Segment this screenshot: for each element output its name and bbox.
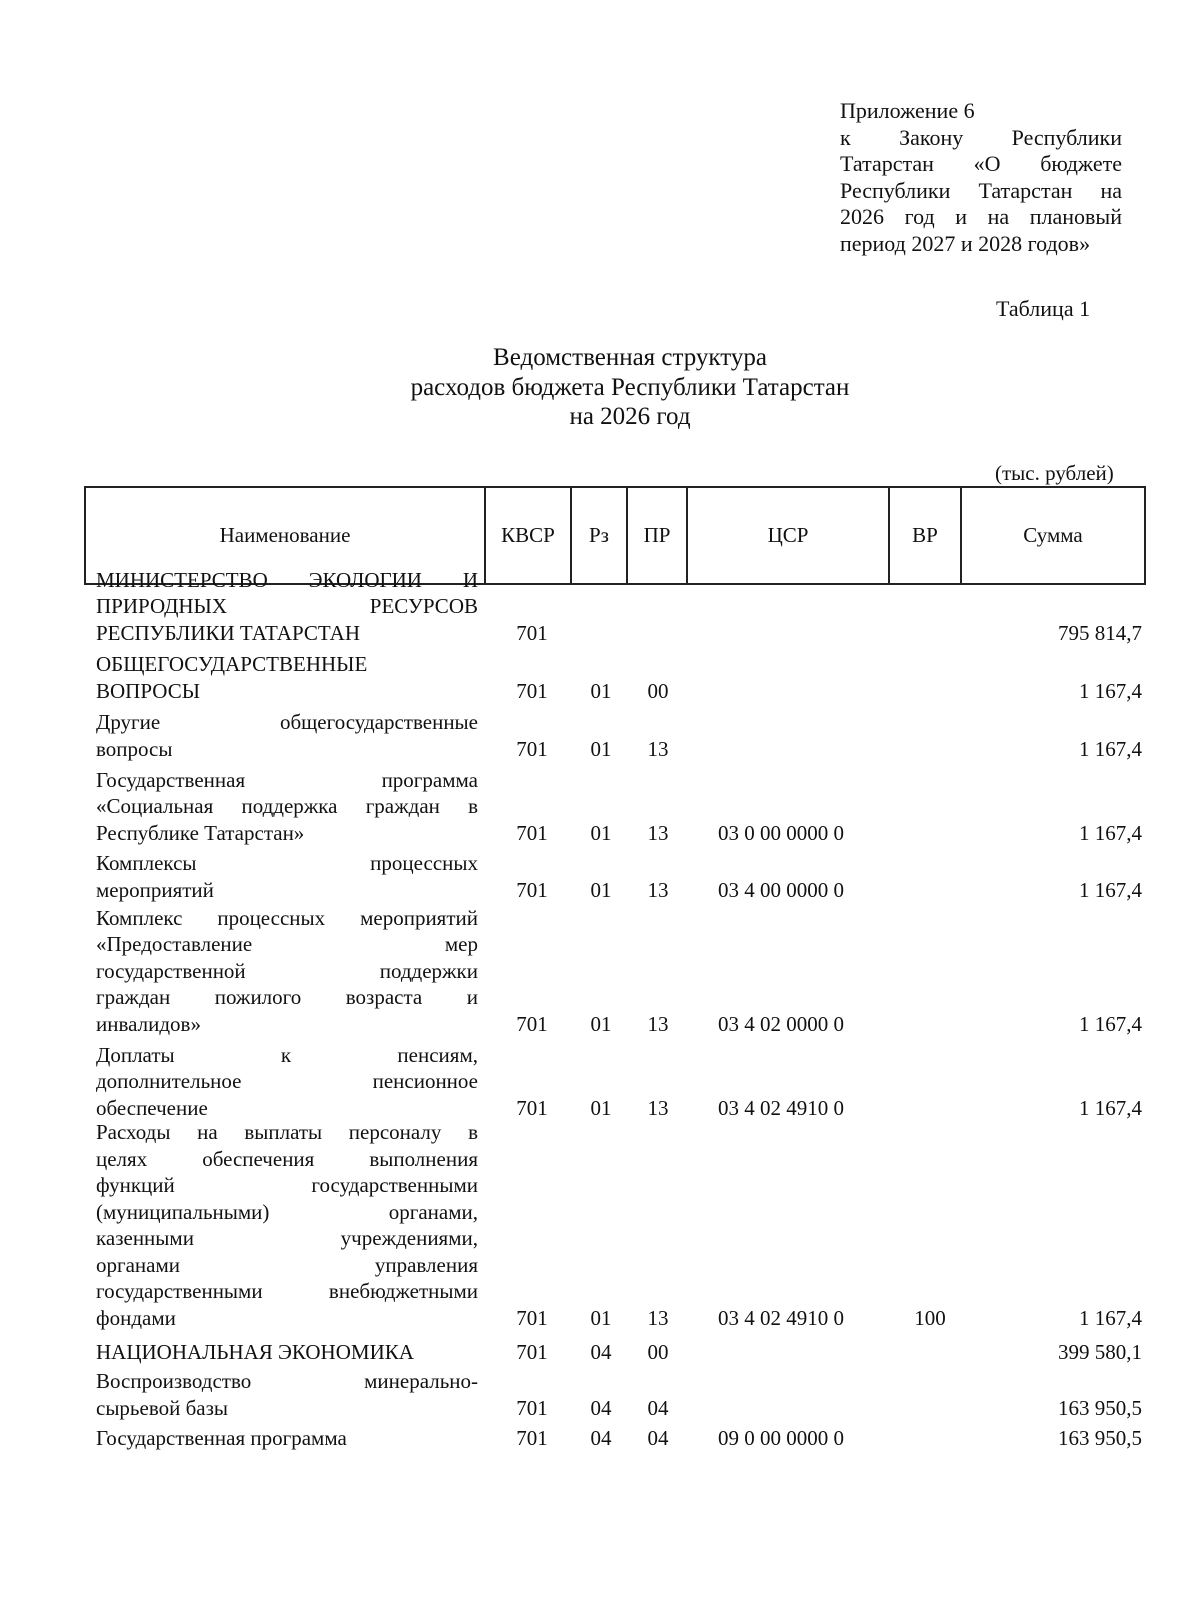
row-csr: 03 4 02 0000 0 — [718, 1011, 844, 1036]
row-name-line: функций государственными — [96, 1173, 478, 1197]
row-name — [96, 709, 478, 762]
table-row — [0, 567, 1200, 646]
row-rz: 04 — [590, 1339, 612, 1364]
row-name — [96, 1368, 478, 1421]
row-name — [96, 1119, 478, 1331]
row-pr: 04 — [647, 1395, 669, 1420]
row-name-line: «Предоставление мер — [96, 932, 478, 956]
row-pr: 04 — [647, 1425, 669, 1450]
column-header-pr: ПР — [627, 487, 687, 584]
row-kvsr: 701 — [516, 1425, 548, 1450]
row-kvsr: 701 — [516, 678, 548, 703]
column-header-name: Наименование — [85, 487, 485, 584]
row-sum: 1 167,4 — [1079, 877, 1142, 902]
row-name-line: дополнительное пенсионное — [96, 1069, 478, 1093]
row-csr: 09 0 00 0000 0 — [718, 1425, 844, 1450]
table-row — [0, 851, 1200, 903]
row-name-line: МИНИСТЕРСТВО ЭКОЛОГИИ И — [96, 567, 478, 592]
row-kvsr: 701 — [516, 1011, 548, 1036]
row-name — [96, 905, 478, 1038]
appendix-line: Республики Татарстан на — [840, 177, 1122, 203]
row-name-line: фондами — [96, 1305, 176, 1330]
table-row — [0, 1042, 1200, 1121]
row-pr: 13 — [647, 736, 669, 761]
title-line: на 2026 год — [569, 403, 691, 430]
row-name-line: Государственная программа — [96, 1425, 347, 1450]
row-sum: 1 167,4 — [1079, 1305, 1142, 1330]
row-name-line: государственными внебюджетными — [96, 1279, 478, 1303]
table-row — [0, 1338, 1200, 1365]
row-name-line: Комплексы процессных — [96, 851, 478, 875]
row-name-line: Государственная программа — [96, 767, 478, 792]
row-name-line: казенными учреждениями, — [96, 1226, 478, 1250]
row-pr: 13 — [647, 1011, 669, 1036]
appendix-line: период 2027 и 2028 годов» — [840, 230, 1091, 256]
column-header-vr: ВР — [889, 487, 961, 584]
row-rz: 01 — [590, 1011, 612, 1036]
row-name — [96, 651, 478, 704]
row-rz: 04 — [590, 1425, 612, 1450]
appendix-line: 2026 год и на плановый — [840, 204, 1122, 229]
row-name-line: органами управления — [96, 1252, 478, 1277]
row-name — [96, 567, 478, 647]
row-name-line: вопросы — [96, 736, 173, 761]
column-header-kvsr: КВСР — [485, 487, 571, 584]
row-csr: 03 4 02 4910 0 — [718, 1305, 844, 1330]
row-kvsr: 701 — [516, 1395, 548, 1420]
column-header-rz: Рз — [571, 487, 627, 584]
row-name-line: Доплаты к пенсиям, — [96, 1042, 478, 1067]
row-name-line: обеспечение — [96, 1095, 208, 1120]
row-pr: 13 — [647, 1305, 669, 1330]
row-kvsr: 701 — [516, 1305, 548, 1330]
row-sum: 1 167,4 — [1079, 1011, 1142, 1036]
row-name — [96, 1425, 478, 1452]
appendix-line: Приложение 6 — [840, 98, 975, 123]
row-rz: 04 — [590, 1395, 612, 1420]
table-row — [0, 767, 1200, 846]
row-sum: 163 950,5 — [1058, 1395, 1142, 1420]
row-name-line: Республике Татарстан» — [96, 820, 305, 845]
table-row — [0, 905, 1200, 1037]
row-kvsr: 701 — [516, 1339, 548, 1364]
row-name-line: ПРИРОДНЫХ РЕСУРСОВ — [96, 594, 478, 618]
row-sum: 795 814,7 — [1058, 620, 1142, 645]
row-pr: 13 — [647, 820, 669, 845]
row-kvsr: 701 — [516, 1095, 548, 1120]
row-rz: 01 — [590, 678, 612, 703]
table-row — [0, 1369, 1200, 1421]
row-name-line: ОБЩЕГОСУДАРСТВЕННЫЕ — [96, 652, 368, 676]
row-name — [96, 1042, 478, 1122]
row-rz: 01 — [590, 877, 612, 902]
row-name-line: НАЦИОНАЛЬНАЯ ЭКОНОМИКА — [96, 1339, 414, 1364]
row-csr: 03 4 00 0000 0 — [718, 877, 844, 902]
row-rz: 01 — [590, 1305, 612, 1330]
title-line: расходов бюджета Республики Татарстан — [410, 373, 850, 401]
row-sum: 1 167,4 — [1079, 820, 1142, 845]
row-name-line: мероприятий — [96, 877, 214, 902]
row-sum: 1 167,4 — [1079, 678, 1142, 703]
row-name-line: Воспроизводство минерально- — [96, 1369, 478, 1393]
row-sum: 163 950,5 — [1058, 1425, 1142, 1450]
column-header-sum: Сумма — [961, 487, 1145, 584]
table-row — [0, 1120, 1200, 1331]
row-pr: 00 — [647, 678, 669, 703]
row-name-line: Другие общегосударственные — [96, 710, 478, 734]
row-name-line: «Социальная поддержка граждан в — [96, 794, 478, 818]
row-vr: 100 — [914, 1305, 946, 1330]
row-name — [96, 1339, 478, 1366]
row-name — [96, 767, 478, 847]
row-sum: 1 167,4 — [1079, 1095, 1142, 1120]
row-kvsr: 701 — [516, 820, 548, 845]
row-name-line: государственной поддержки — [96, 958, 478, 983]
title-line: Ведомственная структура — [493, 344, 767, 371]
units-label: (тыс. рублей) — [995, 461, 1114, 485]
row-pr: 13 — [647, 1095, 669, 1120]
row-name-line: сырьевой базы — [96, 1395, 228, 1420]
row-name-line: Комплекс процессных мероприятий — [96, 905, 478, 930]
column-header-csr: ЦСР — [687, 487, 889, 584]
appendix-line: к Закону Республики — [840, 124, 1122, 150]
row-rz: 01 — [590, 736, 612, 761]
row-name-line: ВОПРОСЫ — [96, 678, 201, 703]
row-sum: 399 580,1 — [1058, 1339, 1142, 1364]
row-kvsr: 701 — [516, 877, 548, 902]
row-name-line: РЕСПУБЛИКИ ТАТАРСТАН — [96, 620, 361, 645]
row-csr: 03 4 02 4910 0 — [718, 1095, 844, 1120]
row-kvsr: 701 — [516, 620, 548, 645]
row-pr: 00 — [647, 1339, 669, 1364]
table-label: Таблица 1 — [996, 296, 1091, 321]
row-name — [96, 850, 478, 903]
row-csr: 03 0 00 0000 0 — [718, 820, 844, 845]
row-sum: 1 167,4 — [1079, 736, 1142, 761]
row-name-line: инвалидов» — [96, 1011, 201, 1036]
row-rz: 01 — [590, 1095, 612, 1120]
row-rz: 01 — [590, 820, 612, 845]
row-kvsr: 701 — [516, 736, 548, 761]
table-row — [0, 652, 1200, 704]
row-name-line: (муниципальными) органами, — [96, 1199, 478, 1224]
row-pr: 13 — [647, 877, 669, 902]
row-name-line: целях обеспечения выполнения — [96, 1146, 478, 1171]
table-row — [0, 1424, 1200, 1451]
row-name-line: граждан пожилого возраста и — [96, 985, 478, 1009]
table-row — [0, 710, 1200, 762]
appendix-line: Татарстан «О бюджете — [840, 151, 1122, 176]
row-name-line: Расходы на выплаты персоналу в — [96, 1120, 478, 1144]
